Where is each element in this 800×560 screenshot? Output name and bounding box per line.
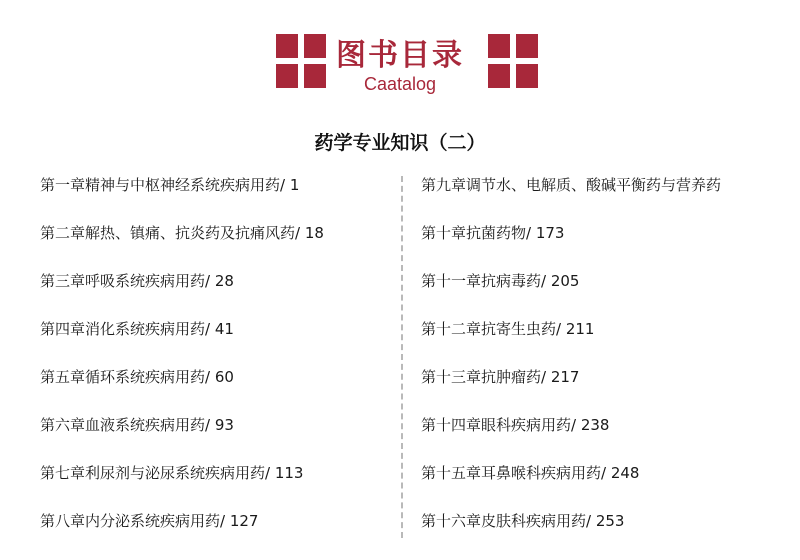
ornament-square [516, 34, 538, 58]
book-section-title: 药学专业知识（二） [314, 132, 486, 154]
catalog-header [0, 0, 800, 110]
toc-entry[interactable]: 第十五章耳鼻喉科疾病用药/ 248 [421, 464, 640, 482]
toc-entry[interactable]: 第六章血液系统疾病用药/ 93 [40, 416, 234, 434]
toc-entry[interactable]: 第十一章抗病毒药/ 205 [421, 272, 580, 290]
toc-entry[interactable]: 第九章调节水、电解质、酸碱平衡药与营养药 [421, 176, 722, 194]
toc-entry[interactable]: 第十六章皮肤科疾病用药/ 253 [421, 512, 625, 530]
toc-entry[interactable]: 第十二章抗寄生虫药/ 211 [421, 320, 595, 338]
toc-entry[interactable]: 第四章消化系统疾病用药/ 41 [40, 320, 234, 338]
toc-entry[interactable]: 第三章呼吸系统疾病用药/ 28 [40, 272, 234, 290]
ornament-square [488, 34, 510, 58]
toc-entry[interactable]: 第一章精神与中枢神经系统疾病用药/ 1 [40, 176, 300, 194]
catalog-subtitle: Caatalog [363, 74, 437, 94]
toc-entry[interactable]: 第八章内分泌系统疾病用药/ 127 [40, 512, 259, 530]
ornament-square [516, 64, 538, 88]
toc-entry[interactable]: 第七章利尿剂与泌尿系统疾病用药/ 113 [40, 464, 304, 482]
toc-entry[interactable]: 第十三章抗肿瘤药/ 217 [421, 368, 580, 386]
toc-entry[interactable]: 第五章循环系统疾病用药/ 60 [40, 368, 234, 386]
toc-left-column [40, 173, 410, 557]
ornament-square [488, 64, 510, 88]
right-square-ornament [488, 34, 538, 88]
column-divider [401, 176, 403, 538]
catalog-title: 图书目录 [336, 38, 464, 73]
toc-right-column [421, 173, 791, 557]
toc-entry[interactable]: 第十四章眼科疾病用药/ 238 [421, 416, 610, 434]
toc-entry[interactable]: 第十章抗菌药物/ 173 [421, 224, 565, 242]
toc-entry[interactable]: 第二章解热、镇痛、抗炎药及抗痛风药/ 18 [40, 224, 324, 242]
